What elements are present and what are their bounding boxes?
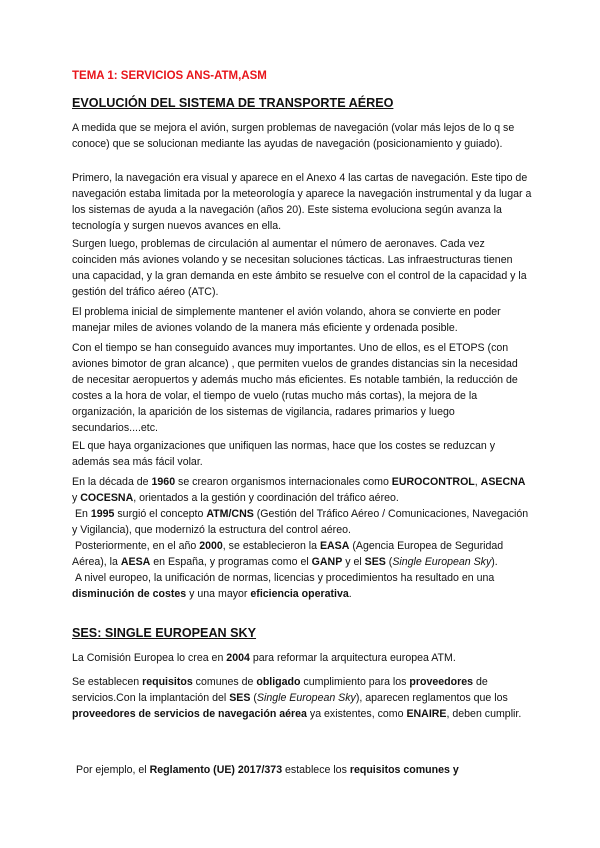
cocesna-term: COCESNA xyxy=(80,492,134,504)
paragraph-6: EL que haya organizaciones que unifiquen las normas, hace que los costes se reduzcan y además sea más fácil volar. xyxy=(72,440,496,468)
paragraph-9: Se establecen requisitos comunes de obligado cumplimiento para los proveedores de servicios.Con la implantación del SES (Single European Sky), aparecen reglamentos que los proveedores de servicios de navegación aérea ya existentes, como ENAIRE, deben cumplir. xyxy=(72,676,522,720)
paragraph-2: Primero, la navegación era visual y aparece en el Anexo 4 las cartas de navegación. Este tipo de navegación estaba limitada por la meteorología y aparece la navegación instrumental y da lugar a los sistemas de ayuda a la navegación (años 20). Este sistema evoluciona según avanza la tecnología y surgen nuevos avances en ella. xyxy=(72,172,532,232)
paragraph-1: A medida que se mejora el avión, surgen problemas de navegación (volar más lejos de lo q se conoce) que se solucionan mediante las ayudas de navegación (posicionamiento y guiado). xyxy=(72,122,515,150)
paragraph-3: Surgen luego, problemas de circulación al aumentar el número de aeronaves. Cada vez coinciden más aviones volando y se necesitan soluciones tácticas. Las infraestructuras tienen una capacidad, y la gran demanda en este ámbito se resuelve con el control de la capacidad y la gestión del tráfico aéreo (ATC). xyxy=(72,238,527,298)
ganp-term: GANP xyxy=(311,556,343,568)
asecna-term: ASECNA xyxy=(480,476,526,488)
section-heading-evolution: EVOLUCIÓN DEL SISTEMA DE TRANSPORTE AÉREO xyxy=(72,96,394,110)
easa-term: EASA xyxy=(319,540,350,552)
paragraph-4: El problema inicial de simplemente mantener el avión volando, ahora se convierte en poder manejar miles de aviones volando de la manera más eficiente y ordenada posible. xyxy=(72,306,501,334)
aesa-term: AESA xyxy=(120,556,151,568)
paragraph-8: La Comisión Europea lo crea en 2004 para reformar la arquitectura europea ATM. xyxy=(72,652,456,664)
eurocontrol-term: EUROCONTROL xyxy=(391,476,475,488)
ses-term: SES xyxy=(364,556,386,568)
section-heading-ses: SES: SINGLE EUROPEAN SKY xyxy=(72,626,257,640)
paragraph-10: Por ejemplo, el Reglamento (UE) 2017/373 establece los requisitos comunes y xyxy=(76,764,459,776)
paragraph-7: En la década de 1960 se crearon organismos internacionales como EUROCONTROL, ASECNA y COCESNA, orientados a la gestión y coordinación del tráfico aéreo. En 1995 surgió el concepto ATM/CNS (Gestión del Tráfico Aéreo / Comunicaciones, Navegación y Vigilancia), que modernizó la estructura del control aéreo. Posteriormente, en el año 2000, se establecieron la EASA (Agencia Europea de Seguridad Aérea), la AESA en España, y programas como el GANP y el SES (Single European Sky). A nivel europeo, la unificación de normas, licencias y procedimientos ha resultado en una disminución de costes y una mayor eficiencia operativa. xyxy=(72,476,529,600)
atm-cns-term: ATM/CNS xyxy=(206,508,254,520)
document-title: TEMA 1: SERVICIOS ANS-ATM,ASM xyxy=(72,70,267,82)
paragraph-5: Con el tiempo se han conseguido avances muy importantes. Uno de ellos, es el ETOPS (con aviones bimotor de gran alcance) , que permiten vuelos de grandes distancias sin la necesidad de necesitar aeropuertos y además mucho más eficientes. Es notable también, la reducción de costes a la hora de volar, el tiempo de vuelo (rutas mucho más cortas), la mejora de la organización, la aparición de los sistemas de vigilancia, radares primarios y luego secundarios....etc. xyxy=(72,342,518,434)
enaire-term: ENAIRE xyxy=(406,708,447,720)
